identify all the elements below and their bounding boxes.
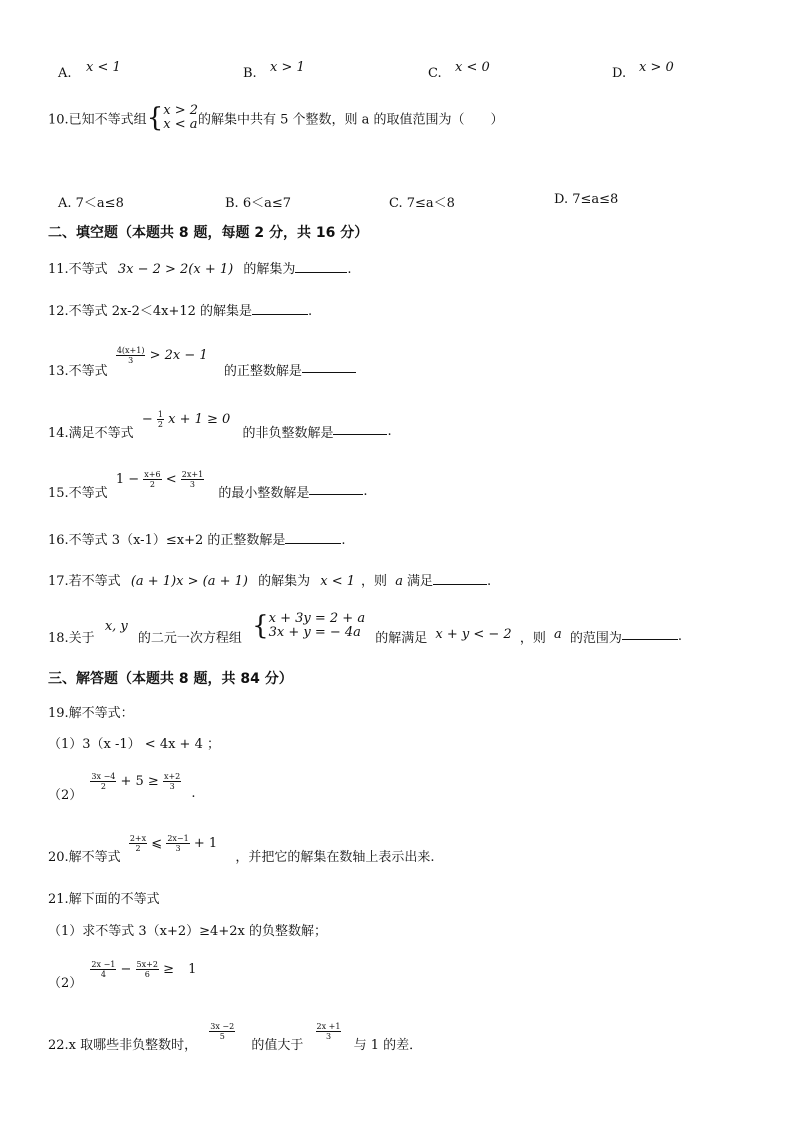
q10-prefix: 10.已知不等式组 <box>48 112 147 128</box>
q10-option-a: A. 7＜a≤8 <box>58 196 124 211</box>
q10-sys-line2: x < a <box>163 117 198 132</box>
q17-inequality: (a + 1)x > (a + 1) <box>130 574 248 589</box>
q20-inequality <box>129 834 217 853</box>
q14-answer-blank[interactable] <box>333 422 387 435</box>
q15-fraction-1 <box>143 470 161 489</box>
q15-fraction-2 <box>181 470 204 489</box>
q21-part2-label: （2） <box>48 976 83 991</box>
q13-suffix: 的正整数解是 <box>223 364 302 379</box>
q22-frac1-num: 3x −2 <box>210 1022 235 1031</box>
q14-prefix: 14.满足不等式 <box>48 426 134 441</box>
q18-sys-line1: x + 3y = 2 + a <box>268 611 366 626</box>
q20-relation: ⩽ <box>151 836 163 851</box>
q14-end: . <box>387 424 392 439</box>
section-2-heading: 二、填空题（本题共 8 题，每题 2 分，共 16 分） <box>48 225 369 241</box>
q18-equation-system <box>269 612 365 640</box>
q10-sys-line1: x > 2 <box>163 103 198 118</box>
q12-text: 12.不等式 2x-2＜4x+12 的解集是 <box>48 304 253 319</box>
q22-prefix: 22.x 取哪些非负整数时， <box>48 1038 198 1053</box>
q19-frac2-num: x+2 <box>163 772 181 781</box>
q18-mid: 的二元一次方程组 <box>137 630 242 646</box>
q11-end: . <box>347 262 352 277</box>
q9-option-b-math: x > 1 <box>270 60 305 75</box>
q17-mid: 的解集为 <box>258 574 311 589</box>
q13-inequality <box>116 346 208 365</box>
question-16 <box>48 529 346 548</box>
q18-mid2: 的解满足 <box>375 630 428 646</box>
q20-fraction-1 <box>129 834 147 853</box>
question-10 <box>48 104 504 132</box>
q11-inequality: 3x − 2 > 2(x + 1) <box>117 262 234 277</box>
q20-prefix: 20.解不等式 <box>48 850 121 865</box>
question-20 <box>48 834 435 865</box>
q12-answer-blank[interactable] <box>252 302 308 315</box>
q15-end: . <box>363 484 368 499</box>
q17-prefix: 17.若不等式 <box>48 574 121 589</box>
question-22 <box>48 1022 423 1053</box>
q10-brace: { <box>146 103 164 133</box>
q15-frac1-den: 2 <box>149 480 155 489</box>
q10-option-c: C. 7≤a＜8 <box>389 196 455 211</box>
q19-part2-label: （2） <box>48 788 83 803</box>
q13-frac-num: 4(x+1) <box>116 346 145 355</box>
q22-frac2-den: 3 <box>325 1032 332 1041</box>
q18-suffix: 的范围为 <box>569 630 622 646</box>
q21-frac2-den: 6 <box>144 970 150 979</box>
q21-fraction-2 <box>136 960 159 979</box>
q9-option-d-letter: D. <box>612 66 627 81</box>
q17-var-a: a <box>395 574 403 589</box>
q18-prefix: 18.关于 <box>48 630 95 646</box>
q19-part2-inequality <box>90 772 181 791</box>
q19-part1: （1）3（x -1） < 4x + 4 ； <box>48 737 220 752</box>
q10-suffix: 的解集中共有 5 个整数，则 a 的取值范围为（ ） <box>198 112 504 128</box>
q18-var-a: a <box>553 626 562 642</box>
q9-option-c-math: x < 0 <box>455 60 490 75</box>
question-17 <box>48 570 491 589</box>
q21-minus: − <box>120 962 132 977</box>
q22-fraction-1 <box>209 1022 235 1041</box>
q15-frac2-den: 3 <box>189 480 196 489</box>
q19-part2-end: . <box>191 786 196 801</box>
q15-prefix: 15.不等式 <box>48 486 108 501</box>
q18-vars: x, y <box>104 618 128 634</box>
q15-lead: 1 − <box>115 472 140 487</box>
q19-title: 19.解不等式： <box>48 706 134 721</box>
q14-math-rest: x + 1 ≥ 0 <box>168 412 231 427</box>
q11-prefix: 11.不等式 <box>48 262 108 277</box>
q20-frac1-den: 2 <box>135 844 141 853</box>
q21-frac1-den: 4 <box>100 970 106 979</box>
q14-minus: − <box>141 412 153 427</box>
section-3-heading: 三、解答题（本题共 8 题，共 84 分） <box>48 671 293 687</box>
q21-fraction-1 <box>90 960 116 979</box>
q15-inequality <box>116 470 204 489</box>
q14-suffix: 的非负整数解是 <box>242 426 334 441</box>
q20-frac1-num: 2+x <box>129 834 147 843</box>
question-13 <box>48 346 356 379</box>
q22-suffix: 与 1 的差． <box>353 1038 423 1053</box>
q19-fraction-1 <box>90 772 116 791</box>
q13-fraction <box>116 346 146 365</box>
q17-mid2: ，则 <box>361 574 388 589</box>
q18-end: . <box>677 628 683 644</box>
q9-option-c-letter: C. <box>428 66 442 81</box>
q11-answer-blank[interactable] <box>295 260 347 273</box>
q9-option-d-math: x > 0 <box>639 60 674 75</box>
q20-frac2-den: 3 <box>175 844 181 853</box>
q20-fraction-2 <box>166 834 189 853</box>
q9-option-a-math: x < 1 <box>86 60 121 75</box>
q21-part2-inequality <box>90 960 196 979</box>
question-14 <box>48 410 392 441</box>
q15-relation: < <box>165 472 177 487</box>
question-18 <box>48 611 683 646</box>
q9-option-b-letter: B. <box>243 66 257 81</box>
q15-suffix: 的最小整数解是 <box>218 486 310 501</box>
q10-option-b: B. 6＜a≤7 <box>225 196 292 211</box>
q19-mid: + 5 ≥ <box>120 774 159 789</box>
q14-fraction <box>157 410 164 429</box>
q18-sys-line2: 3x + y = − 4a <box>268 625 361 640</box>
q20-frac2-num: 2x−1 <box>167 834 189 843</box>
q13-prefix: 13.不等式 <box>48 364 108 379</box>
q16-end: . <box>341 533 346 548</box>
q14-frac-den: 2 <box>157 420 163 429</box>
q13-frac-den: 3 <box>128 356 134 365</box>
q18-condition: x + y < − 2 <box>435 626 512 642</box>
q18-brace: { <box>252 611 269 641</box>
q21-part1: （1）求不等式 3（x+2）≥4+2x 的负整数解； <box>48 924 327 939</box>
q19-frac1-num: 3x −4 <box>91 772 116 781</box>
q21-rhs: 1 <box>188 962 197 977</box>
q16-answer-blank[interactable] <box>285 531 341 544</box>
q15-frac1-num: x+6 <box>144 470 161 479</box>
q22-fraction-2 <box>316 1022 342 1041</box>
q18-mid3: ，则 <box>519 630 546 646</box>
q22-frac1-den: 5 <box>219 1032 225 1041</box>
q17-suffix: 满足 <box>406 574 433 589</box>
q18-answer-blank[interactable] <box>622 627 678 640</box>
q21-part2 <box>48 960 197 991</box>
q15-answer-blank[interactable] <box>309 482 363 495</box>
question-15 <box>48 470 368 501</box>
q19-frac2-den: 3 <box>169 782 175 791</box>
q14-frac-num: 1 <box>157 410 163 419</box>
q10-inequality-system <box>163 104 198 132</box>
q19-fraction-2 <box>163 772 181 791</box>
q17-answer-blank[interactable] <box>433 572 487 585</box>
question-12 <box>48 300 312 319</box>
q15-frac2-num: 2x+1 <box>181 470 204 479</box>
q21-frac1-num: 2x −1 <box>91 960 116 969</box>
q21-frac2-num: 5x+2 <box>136 960 158 969</box>
q20-plus: + 1 <box>193 836 218 851</box>
question-11 <box>48 258 352 277</box>
q22-mid: 的值大于 <box>251 1038 304 1053</box>
q17-solution: x < 1 <box>320 574 356 589</box>
q19-part2 <box>48 772 196 803</box>
q14-inequality <box>142 410 230 429</box>
q22-frac2-num: 2x +1 <box>316 1022 341 1031</box>
q13-answer-blank[interactable] <box>302 360 356 373</box>
q10-option-d: D. 7≤a≤8 <box>554 192 619 207</box>
q21-title: 21.解下面的不等式 <box>48 892 160 907</box>
q20-suffix: ，并把它的解集在数轴上表示出来. <box>235 850 435 865</box>
q19-frac1-den: 2 <box>100 782 106 791</box>
q9-option-a-letter: A. <box>58 66 72 81</box>
q12-end: . <box>308 304 313 319</box>
q16-text: 16.不等式 3（x-1）≤x+2 的正整数解是 <box>48 533 286 548</box>
q13-math-rest: > 2x − 1 <box>149 348 208 363</box>
q21-relation: ≥ <box>163 962 174 977</box>
q11-suffix: 的解集为 <box>243 262 296 277</box>
q17-end: . <box>486 574 492 589</box>
